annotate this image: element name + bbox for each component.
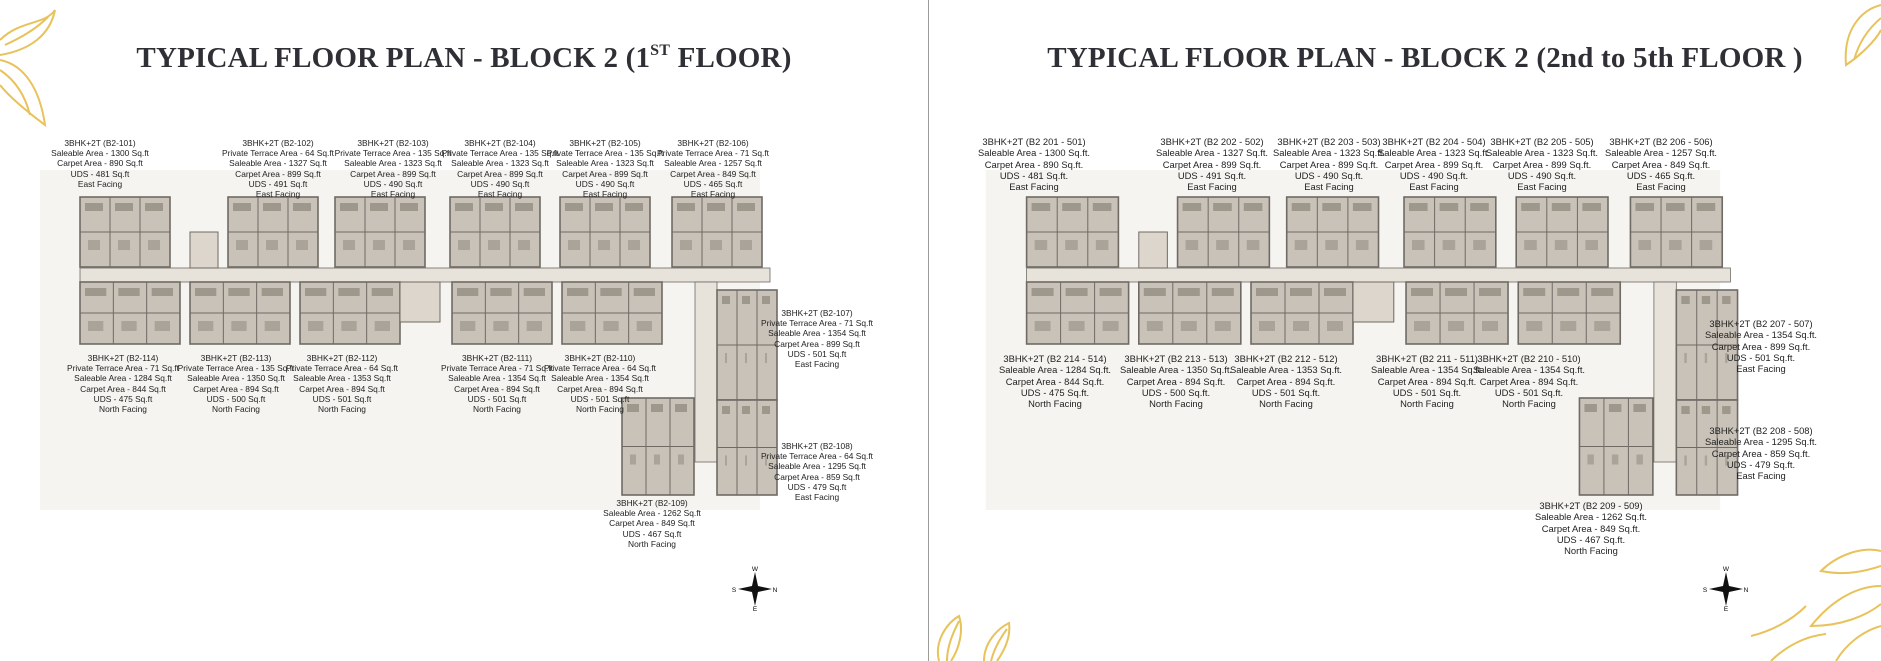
unit-label-line: UDS - 501 Sq.ft. [1494,386,1564,398]
unit-label-line: Carpet Area - 899 Sq.ft [350,168,436,179]
unit-top-6 [672,197,762,267]
unit-label [1535,500,1647,556]
unit-bottom-3 [300,282,400,344]
unit-label-line: Private Terrace Area - 135 Sq.ft [546,148,664,159]
unit-label [442,138,559,199]
unit-label [335,138,452,199]
unit-label-line: UDS - 479 Sq.ft. [1726,458,1796,470]
unit-label-line: 3BHK+2T (B2-105) [569,138,641,148]
unit-bottom-2 [1139,282,1241,344]
unit-label-line: North Facing [212,404,260,415]
unit-label-line: East Facing [255,189,301,200]
unit-label [1273,136,1385,192]
unit-label-line: East Facing [77,178,123,189]
unit-label-line: Saleable Area - 1323 Sq.ft. [1377,147,1491,159]
unit-label-line: East Facing [1187,181,1237,193]
unit-label-line: 3BHK+2T (B2-108) [781,441,853,451]
unit-label [999,353,1111,409]
compass-star-icon [738,572,772,606]
unit-label-line: North Facing [1564,545,1618,557]
unit-label [603,498,701,549]
unit-label-line: Carpet Area - 859 Sq.ft. [1711,447,1811,459]
unit-label-line: Private Terrace Area - 71 Sq.ft [440,363,554,374]
unit-label-line: East Facing [794,359,840,370]
unit-label-line: Saleable Area - 1262 Sq.ft. [1534,511,1648,523]
unit-label [51,138,149,189]
unit-bottom-4 [1406,282,1508,344]
unit-label-line: 3BHK+2T (B2 212 - 512) [1234,353,1338,364]
compass-icon [1703,566,1749,612]
unit-label-line: Carpet Area - 894 Sq.ft. [1126,375,1226,387]
unit-label-line: Saleable Area - 1354 Sq.ft [448,373,546,384]
unit-bottom-2 [190,282,290,344]
unit-label [441,353,553,414]
unit-label-line: Saleable Area - 1354 Sq.ft. [1472,364,1586,376]
unit-label-line: 3BHK+2T (B2 209 - 509) [1539,500,1643,511]
unit-label-line: North Facing [473,404,521,415]
unit-label-line: UDS - 490 Sq.ft [470,178,530,189]
unit-label-line: 3BHK+2T (B2-109) [616,498,688,508]
unit-label-line: UDS - 490 Sq.ft. [1294,169,1364,181]
unit-label-line: Private Terrace Area - 64 Sq.ft [543,363,657,374]
unit-label [1473,353,1585,409]
compass-label-w: W [1722,566,1730,573]
unit-label-line: 3BHK+2T (B2 214 - 514) [1003,353,1107,364]
unit-label-line: Saleable Area - 1323 Sq.ft. [1272,147,1386,159]
unit-bottom-5 [1518,282,1620,344]
unit-label [286,353,398,414]
unit-label-line: Carpet Area - 894 Sq.ft. [1236,375,1336,387]
unit-label [761,308,873,369]
unit-label-line: Carpet Area - 899 Sq.ft. [1384,158,1484,170]
unit-label-line: 3BHK+2T (B2-114) [87,353,159,363]
unit-label-line: Saleable Area - 1323 Sq.ft [451,158,549,169]
unit-label-line: Carpet Area - 894 Sq.ft [557,383,643,394]
unit-label-line: Saleable Area - 1353 Sq.ft. [1229,364,1343,376]
unit-label-line: Carpet Area - 849 Sq.ft. [1541,522,1641,534]
unit-label-line: North Facing [576,404,624,415]
unit-label-line: Saleable Area - 1284 Sq.ft [74,373,172,384]
unit-label-line: Saleable Area - 1257 Sq.ft [664,158,762,169]
unit-label [1705,425,1817,481]
unit-top-1 [1027,197,1119,267]
unit-label [1120,353,1232,409]
unit-label-line: Carpet Area - 899 Sq.ft. [1162,158,1262,170]
unit-label-line: 3BHK+2T (B2-106) [677,138,749,148]
unit-label-line: UDS - 491 Sq.ft [248,178,308,189]
unit-label-line: East Facing [1009,181,1059,193]
unit-top-3 [1287,197,1379,267]
unit-label-line: Carpet Area - 894 Sq.ft [454,383,540,394]
unit-label-line: Carpet Area - 844 Sq.ft [80,383,166,394]
unit-label-line: 3BHK+2T (B2 204 - 504) [1382,136,1486,147]
unit-bottom-1 [1027,282,1129,344]
unit-top-5 [560,197,650,267]
unit-label [978,136,1090,192]
unit-label-line: Carpet Area - 899 Sq.ft [562,168,648,179]
unit-label-line: 3BHK+2T (B2 201 - 501) [982,136,1086,147]
unit-label-line: UDS - 467 Sq.ft. [1556,533,1626,545]
unit-label-line: UDS - 490 Sq.ft. [1507,169,1577,181]
unit-label-line: UDS - 481 Sq.ft [70,168,130,179]
compass-label-w: W [751,566,759,573]
unit-top-4 [1404,197,1496,267]
unit-label-line: 3BHK+2T (B2 213 - 513) [1124,353,1228,364]
unit-label-line: UDS - 465 Sq.ft. [1626,169,1696,181]
unit-label-line: Carpet Area - 899 Sq.ft. [1279,158,1379,170]
unit-label-line: Carpet Area - 849 Sq.ft [670,168,756,179]
unit-label-line: UDS - 501 Sq.ft. [1726,351,1796,363]
unit-label [222,138,334,199]
unit-label-line: Private Terrace Area - 64 Sq.ft [285,363,399,374]
unit-top-5 [1516,197,1608,267]
unit-label-line: East Facing [794,492,840,503]
unit-top-3 [335,197,425,267]
unit-label-line: 3BHK+2T (B2 207 - 507) [1709,318,1813,329]
unit-label [1486,136,1598,192]
unit-label-line: UDS - 501 Sq.ft. [1251,386,1321,398]
unit-label [1378,136,1490,192]
unit-label-line: Carpet Area - 894 Sq.ft. [1377,375,1477,387]
unit-label-line: UDS - 501 Sq.ft [312,393,372,404]
unit-label-line: East Facing [477,189,523,200]
unit-label-line: Carpet Area - 899 Sq.ft [774,338,860,349]
unit-label [547,138,664,199]
unit-label-line: Carpet Area - 894 Sq.ft [193,383,279,394]
unit-label-line: Saleable Area - 1295 Sq.ft [768,461,866,472]
unit-bottom-5 [562,282,662,344]
unit-label-line: Saleable Area - 1350 Sq.ft [187,373,285,384]
unit-label-line: East Facing [582,189,628,200]
unit-label-line: UDS - 501 Sq.ft [787,348,847,359]
unit-label-line: Carpet Area - 849 Sq.ft. [1611,158,1711,170]
unit-label-line: UDS - 475 Sq.ft. [1020,386,1090,398]
unit-label-line: 3BHK+2T (B2-111) [461,353,533,363]
unit-label [1230,353,1342,409]
unit-label-line: 3BHK+2T (B2-107) [781,308,853,318]
unit-label-line: UDS - 467 Sq.ft [622,528,682,539]
unit-label-line: UDS - 501 Sq.ft [467,393,527,404]
unit-label-line: Carpet Area - 844 Sq.ft. [1005,375,1105,387]
unit-label-line: Saleable Area - 1300 Sq.ft. [977,147,1091,159]
unit-label-line: East Facing [1517,181,1567,193]
unit-label-line: Carpet Area - 890 Sq.ft [57,158,143,169]
unit-label-line: UDS - 479 Sq.ft [787,481,847,492]
unit-label-line: Saleable Area - 1300 Sq.ft [51,148,149,159]
unit-label-line: 3BHK+2T (B2-113) [200,353,272,363]
unit-label-line: North Facing [1149,398,1203,410]
page-title-first-floor: TYPICAL FLOOR PLAN - BLOCK 2 (1ST FLOOR) [136,42,792,74]
unit-bottom-3 [1251,282,1353,344]
unit-label-line: Private Terrace Area - 71 Sq.ft [760,318,874,329]
unit-label [761,441,873,502]
unit-top-6 [1630,197,1722,267]
unit-bottom-4 [452,282,552,344]
unit-label-line: Private Terrace Area - 135 Sq.ft [177,363,295,374]
unit-label-line: North Facing [628,538,676,549]
unit-label-line: 3BHK+2T (B2 205 - 505) [1490,136,1594,147]
unit-bottom-1 [80,282,180,344]
unit-label-line: Carpet Area - 899 Sq.ft [235,168,321,179]
unit-label-line: UDS - 491 Sq.ft. [1177,169,1247,181]
unit-label [1605,136,1717,192]
unit-label-line: UDS - 500 Sq.ft. [1141,386,1211,398]
unit-wing-3 [1579,398,1652,495]
unit-label-line: Saleable Area - 1354 Sq.ft. [1704,329,1818,341]
unit-label-line: Carpet Area - 859 Sq.ft [774,471,860,482]
unit-label-line: Saleable Area - 1353 Sq.ft [293,373,391,384]
unit-label-line: Private Terrace Area - 64 Sq.ft [760,451,874,462]
compass-label-e: E [752,606,758,612]
unit-label-line: Private Terrace Area - 64 Sq.ft [221,148,335,159]
unit-label-line: North Facing [318,404,366,415]
unit-label-line: East Facing [1736,363,1786,375]
unit-label-line: UDS - 475 Sq.ft [93,393,153,404]
compass-star-icon [1709,572,1743,606]
unit-label-line: East Facing [370,189,416,200]
unit-label-line: East Facing [1736,470,1786,482]
unit-label-line: Saleable Area - 1257 Sq.ft. [1604,147,1718,159]
unit-label-line: Carpet Area - 899 Sq.ft [457,168,543,179]
unit-label [657,138,769,199]
unit-label-line: 3BHK+2T (B2 210 - 510) [1477,353,1581,364]
unit-label-line: East Facing [1409,181,1459,193]
unit-label-line: North Facing [99,404,147,415]
unit-label-line: Saleable Area - 1327 Sq.ft. [1155,147,1269,159]
unit-label-line: Saleable Area - 1354 Sq.ft. [1370,364,1484,376]
unit-top-4 [450,197,540,267]
unit-label-line: 3BHK+2T (B2 211 - 511) [1376,353,1478,364]
unit-label-line: East Facing [690,189,736,200]
unit-label-line: Carpet Area - 899 Sq.ft. [1492,158,1592,170]
unit-label-line: UDS - 465 Sq.ft [683,178,743,189]
unit-label [1371,353,1483,409]
unit-label-line: UDS - 490 Sq.ft [575,178,635,189]
unit-label-line: Carpet Area - 899 Sq.ft. [1711,340,1811,352]
unit-label-line: UDS - 490 Sq.ft. [1399,169,1469,181]
unit-label [67,353,179,414]
unit-label-line: North Facing [1502,398,1556,410]
unit-label-line: Private Terrace Area - 135 Sq.ft [441,148,559,159]
unit-label-line: Carpet Area - 894 Sq.ft [299,383,385,394]
unit-top-2 [228,197,318,267]
unit-label-line: Saleable Area - 1327 Sq.ft [229,158,327,169]
compass-label-s: S [1703,587,1708,594]
unit-label-line: Saleable Area - 1354 Sq.ft [768,328,866,339]
unit-label-line: Private Terrace Area - 71 Sq.ft [656,148,770,159]
unit-label-line: Saleable Area - 1284 Sq.ft. [998,364,1112,376]
compass-label-e: E [1723,606,1729,612]
unit-top-1 [80,197,170,267]
unit-label-line: Saleable Area - 1323 Sq.ft [344,158,442,169]
unit-label-line: 3BHK+2T (B2 208 - 508) [1709,425,1813,436]
unit-label-line: Saleable Area - 1262 Sq.ft [603,508,701,519]
compass-icon [732,566,778,612]
compass-label-n: N [1743,587,1749,594]
unit-label-line: Saleable Area - 1323 Sq.ft. [1485,147,1599,159]
unit-label-line: 3BHK+2T (B2-103) [357,138,429,148]
floor-plan-page-upper-floors [929,0,1881,661]
unit-label-line: North Facing [1400,398,1454,410]
unit-label-line: UDS - 501 Sq.ft. [1392,386,1462,398]
unit-label-line: Carpet Area - 890 Sq.ft. [984,158,1084,170]
floor-plan-page-first-floor [0,0,928,661]
unit-label-line: 3BHK+2T (B2-110) [564,353,636,363]
unit-label-line: Saleable Area - 1354 Sq.ft [551,373,649,384]
unit-top-2 [1178,197,1270,267]
unit-label-line: North Facing [1259,398,1313,410]
unit-label-line: Private Terrace Area - 71 Sq.ft [66,363,180,374]
unit-label-line: 3BHK+2T (B2 203 - 503) [1277,136,1381,147]
unit-label-line: 3BHK+2T (B2-112) [306,353,378,363]
unit-label-line: Private Terrace Area - 135 Sq.ft [334,148,452,159]
unit-label [178,353,295,414]
unit-label-line: UDS - 481 Sq.ft. [999,169,1069,181]
unit-label-line: 3BHK+2T (B2-102) [242,138,314,148]
compass-label-s: S [732,587,737,594]
unit-label-line: 3BHK+2T (B2-101) [64,138,136,148]
unit-label-line: East Facing [1304,181,1354,193]
unit-label [1156,136,1268,192]
unit-label-line: East Facing [1636,181,1686,193]
unit-label-line: Carpet Area - 849 Sq.ft [609,518,695,529]
unit-label-line: UDS - 500 Sq.ft [206,393,266,404]
unit-label-line: Carpet Area - 894 Sq.ft. [1479,375,1579,387]
unit-label-line: UDS - 490 Sq.ft [363,178,423,189]
unit-label-line: 3BHK+2T (B2-104) [464,138,536,148]
unit-label-line: Saleable Area - 1350 Sq.ft. [1119,364,1233,376]
unit-label [544,353,656,414]
unit-label-line: UDS - 501 Sq.ft [570,393,630,404]
unit-label-line: 3BHK+2T (B2 206 - 506) [1609,136,1713,147]
unit-label-line: Saleable Area - 1323 Sq.ft [556,158,654,169]
compass-label-n: N [772,587,778,594]
unit-label [1705,318,1817,374]
unit-label-line: 3BHK+2T (B2 202 - 502) [1160,136,1264,147]
page-title-upper-floors: TYPICAL FLOOR PLAN - BLOCK 2 (2nd to 5th FLOOR ) [1047,42,1803,74]
unit-label-line: Saleable Area - 1295 Sq.ft. [1704,436,1818,448]
unit-label-line: North Facing [1028,398,1082,410]
